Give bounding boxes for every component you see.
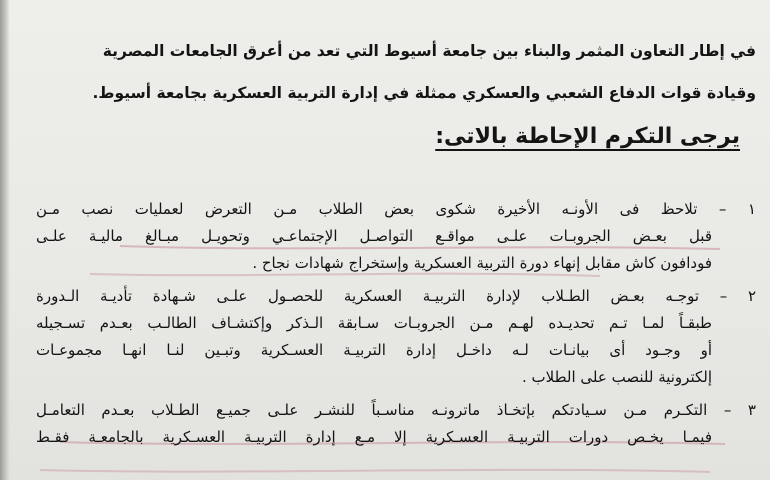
- intro-paragraph: [22, 30, 756, 114]
- item-3-line-1: [36, 397, 756, 424]
- item-1-text-1: تلاحظ فى الأونـه الأخيرة شكوى بعض الطلاب مـن التعرض لعمليات نصب مـن: [36, 200, 698, 218]
- item-2-line-3: أو وجـود أى بيانـات لـه داخـل إدارة التربيـة العسـكرية وتبـين لنـا انهـا مجموعـات: [36, 341, 712, 359]
- item-2-line-2: طبقـاً لمـا تـم تحديـده لهـم مـن الجروبـات سـابقة الـذكر وإكتشـاف الطالـب بعـدم تسـجيله: [36, 314, 712, 332]
- item-3-number: ٣ –: [723, 401, 756, 419]
- intro-line-2: وقيادة قوات الدفاع الشعبي والعسكري ممثلة في إدارة التربية العسكرية بجامعة أسيوط.: [92, 84, 756, 102]
- notice-items: [36, 196, 756, 457]
- item-1-line-1: [36, 196, 756, 223]
- item-2-line-4: إلكترونية للنصب على الطلاب .: [522, 368, 712, 386]
- item-1-number: ١ –: [718, 200, 756, 218]
- item-1-line-2: قبل بعـض الجروبـات علـى مواقـع التواصـل الإجتماعـي وتحويـل مبـالغ ماليـة علـى: [36, 227, 712, 245]
- notice-item-1: [36, 196, 756, 277]
- item-3-line-2: فيمـا يخـص دورات التربيـة العسـكرية إلا مـع إدارة التربيـة العسـكرية بالجامعـة فقـط: [36, 428, 712, 446]
- item-1-line-3: فودافون كاش مقابل إنهاء دورة التربية العسكرية وإستخراج شهادات نجاح .: [252, 254, 712, 272]
- section-heading: يرجى التكرم الإحاطة بالاتى:: [435, 124, 740, 149]
- item-2-line-1: [36, 283, 756, 310]
- scan-shadow-edge: [0, 0, 10, 480]
- item-3-text-1: التكـرم مـن سـيادتكم بإتخـاذ ماترونـه مناسـباً للنشـر علـى جميـع الطـلاب بعـدم التعامـل: [36, 401, 708, 419]
- notice-item-2: [36, 283, 756, 391]
- notice-item-3: [36, 397, 756, 451]
- item-2-text-1: توجـه بعـض الطـلاب لإدارة التربيـة العسكرية للحصـول علـى شـهادة تأديـة الـدورة: [36, 287, 700, 305]
- intro-line-1: في إطار التعاون المثمر والبناء بين جامعة أسيوط التي تعد من أعرق الجامعات المصرية: [102, 42, 756, 60]
- item-2-number: ٢ –: [719, 287, 756, 305]
